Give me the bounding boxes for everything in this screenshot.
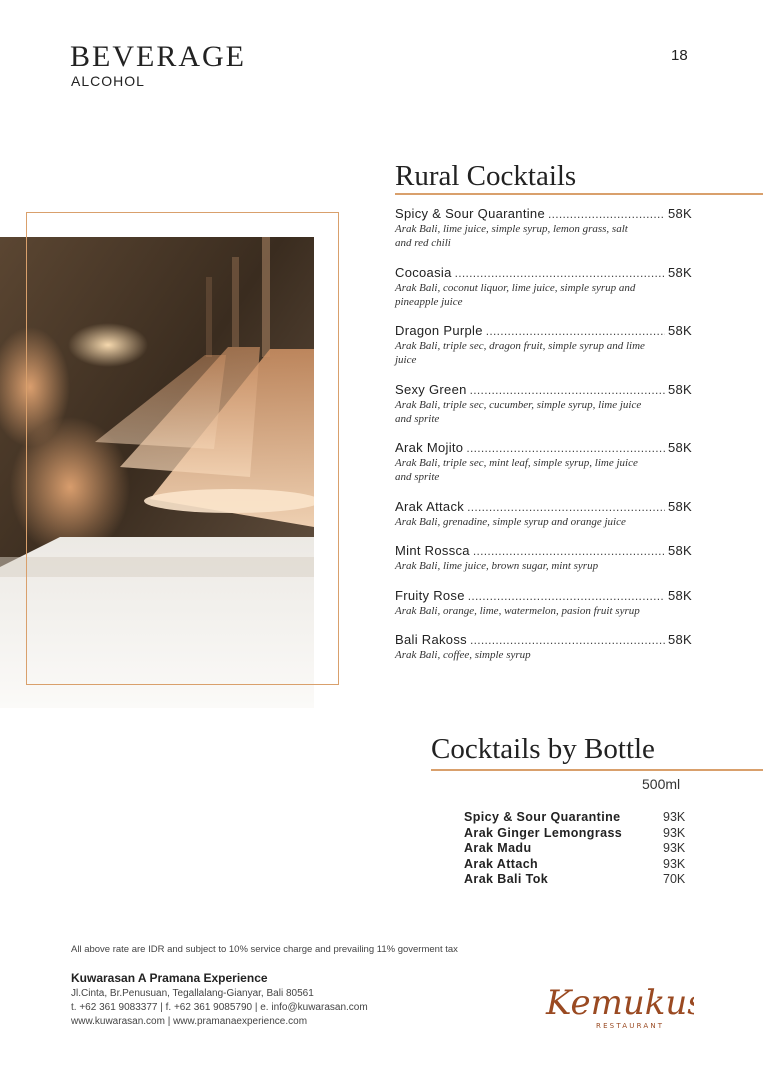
leader-dots [548, 207, 665, 221]
list-item [395, 323, 692, 382]
list-item [395, 632, 692, 662]
contact-line: t. +62 361 9083377 | f. +62 361 9085790 | e. info@kuwarasan.com [71, 1002, 368, 1013]
bottle-item-name: Arak Ginger Lemongrass [464, 825, 623, 840]
bottle-item-name: Spicy & Sour Quarantine [464, 810, 621, 824]
item-name: Bali Rakoss [395, 632, 467, 647]
item-price: 58K [667, 381, 692, 397]
item-name: Cocoasia [395, 264, 452, 280]
item-name: Spicy & Sour Quarantine [395, 206, 545, 221]
rural-cocktails-divider [395, 193, 763, 195]
leader-dots [486, 324, 665, 338]
item-description: Arak Bali, coconut liquor, lime juice, simple syrup and pineapple juice [395, 281, 636, 308]
item-price: 58K [667, 498, 692, 514]
bottle-cocktails-title: Cocktails by Bottle [431, 733, 655, 765]
bottle-size: 500ml [642, 776, 681, 792]
list-item [395, 265, 692, 324]
list-item [395, 206, 692, 265]
table-row [464, 826, 690, 842]
item-name: Sexy Green [395, 381, 467, 397]
list-item [395, 382, 692, 441]
item-name: Dragon Purple [395, 323, 483, 338]
leader-dots [455, 266, 665, 280]
item-price: 58K [667, 264, 692, 280]
table-row [464, 841, 690, 857]
item-price: 58K [667, 323, 692, 338]
bottle-item-name: Arak Bali Tok [464, 872, 549, 886]
item-price: 58K [667, 206, 692, 221]
item-description: Arak Bali, triple sec, cucumber, simple syrup, lime juice and sprite [395, 398, 642, 425]
bottle-cocktail-list [464, 810, 690, 888]
leader-dots [468, 589, 665, 603]
kemukus-logo [544, 980, 694, 1032]
logo-wordmark: Kemukus [546, 983, 694, 1023]
address: Jl.Cinta, Br.Penusuan, Tegallalang-Gianyar, Bali 80561 [71, 988, 314, 999]
table-row [464, 872, 690, 888]
page-number: 18 [671, 47, 688, 64]
rural-cocktails-title: Rural Cocktails [395, 160, 577, 192]
section-title: BEVERAGE [70, 40, 246, 73]
bottle-cocktails-divider [431, 769, 763, 771]
photo-frame [26, 212, 339, 685]
item-description: Arak Bali, triple sec, dragon fruit, simple syrup and lime juice [395, 340, 645, 366]
list-item [395, 543, 692, 588]
leader-dots [473, 544, 665, 558]
leader-dots [470, 633, 665, 647]
contact-block [71, 987, 368, 1029]
business-name: Kuwarasan A Pramana Experience [71, 971, 268, 985]
table-row [464, 810, 690, 826]
item-price: 58K [667, 440, 692, 455]
item-price: 58K [667, 543, 692, 558]
item-description: Arak Bali, triple sec, mint leaf, simple syrup, lime juice and sprite [395, 457, 638, 483]
leader-dots [470, 383, 665, 397]
item-description: Arak Bali, orange, lime, watermelon, pasion fruit syrup [395, 604, 640, 617]
bottle-item-price: 93K [663, 825, 686, 840]
leader-dots [466, 441, 665, 455]
tax-note: All above rate are IDR and subject to 10% service charge and prevailing 11% goverment tax [71, 944, 458, 955]
item-price: 58K [667, 632, 692, 647]
item-description: Arak Bali, lime juice, brown sugar, mint syrup [395, 560, 599, 572]
bottle-item-price: 93K [663, 841, 686, 855]
item-description: Arak Bali, lime juice, simple syrup, lemon grass, salt and red chili [395, 223, 628, 249]
website-line: www.kuwarasan.com | www.pramanaexperience.com [71, 1016, 308, 1027]
item-price: 58K [667, 587, 692, 603]
item-name: Mint Rossca [395, 543, 470, 558]
list-item [395, 440, 692, 499]
item-description: Arak Bali, coffee, simple syrup [395, 649, 531, 661]
bottle-item-price: 93K [663, 856, 686, 871]
section-subtitle: ALCOHOL [71, 73, 145, 89]
item-name: Arak Mojito [395, 440, 464, 455]
bottle-item-price: 70K [663, 872, 686, 886]
table-row [464, 857, 690, 873]
rural-cocktail-list [395, 206, 692, 662]
list-item [395, 499, 692, 544]
list-item [395, 588, 692, 633]
bottle-item-price: 93K [663, 810, 686, 824]
logo-tag: RESTAURANT [596, 1022, 665, 1030]
item-name: Fruity Rose [395, 587, 465, 603]
item-description: Arak Bali, grenadine, simple syrup and orange juice [395, 515, 626, 528]
bottle-item-name: Arak Attach [464, 856, 539, 871]
bottle-item-name: Arak Madu [464, 841, 532, 855]
leader-dots [467, 500, 665, 514]
item-name: Arak Attack [395, 498, 465, 514]
